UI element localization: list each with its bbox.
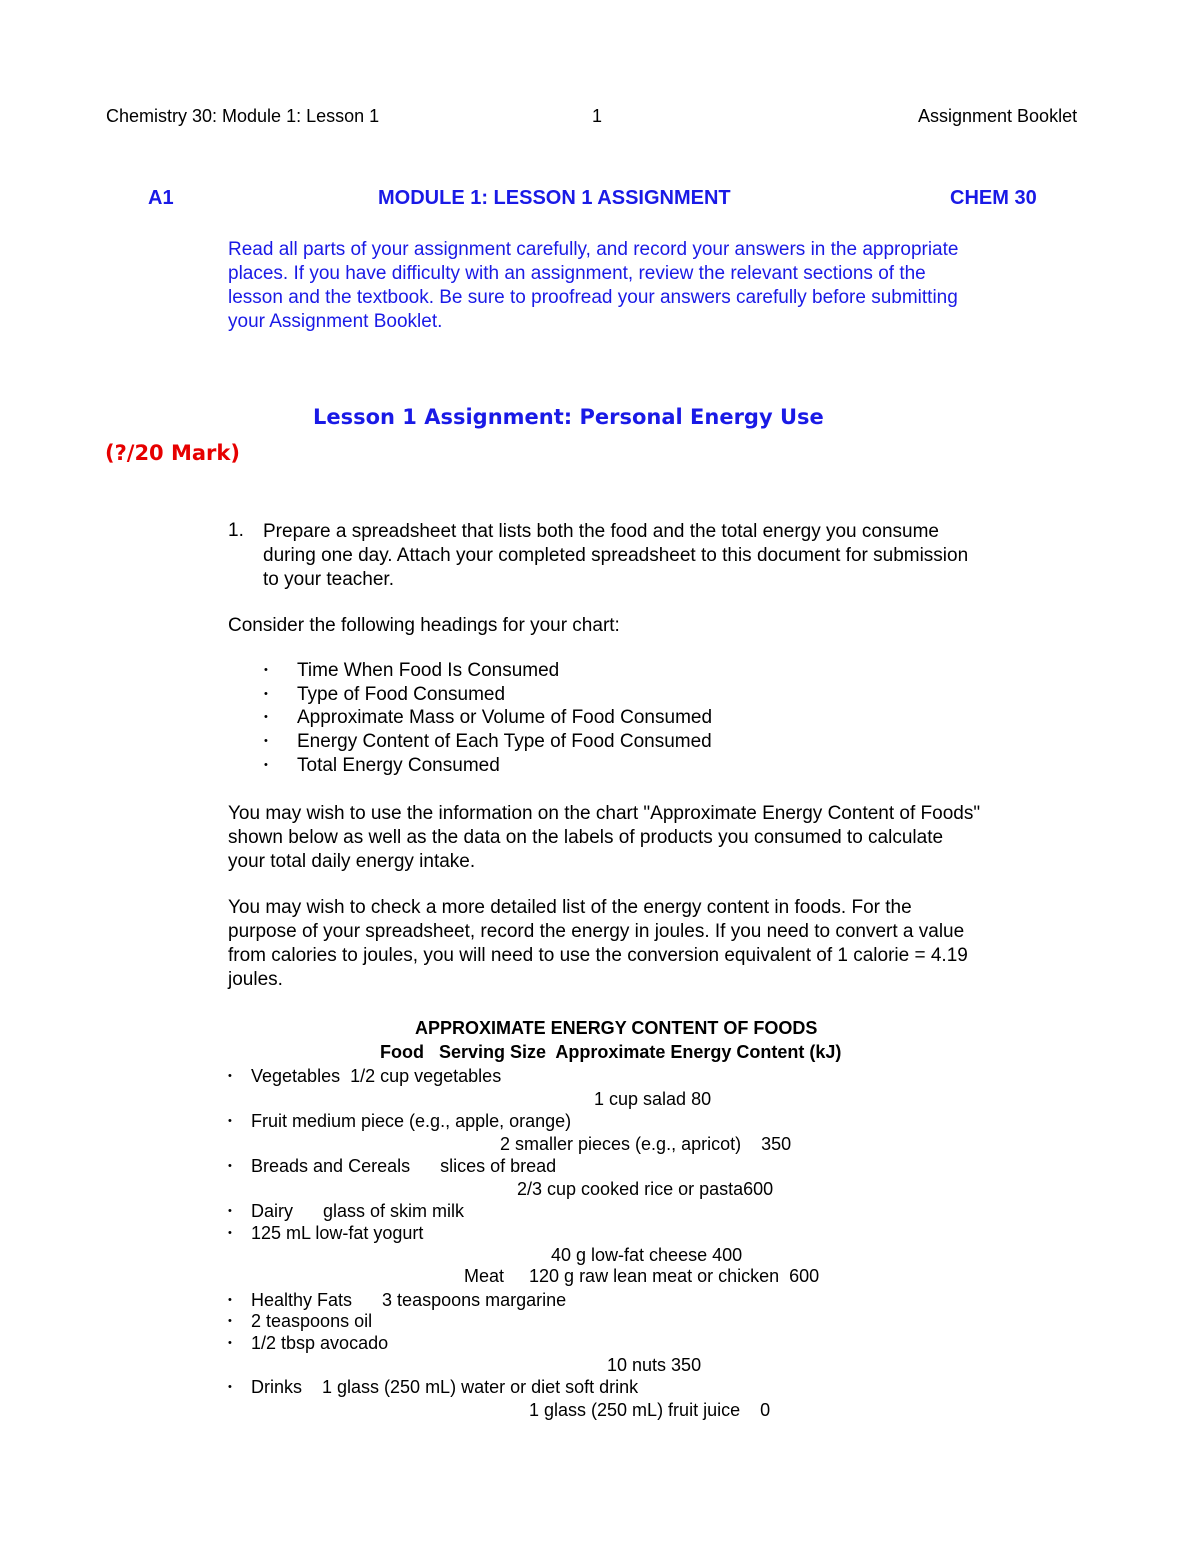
food-row: 2 teaspoons oil	[251, 1311, 373, 1331]
bullet-icon: •	[228, 1294, 232, 1306]
food-row: Drinks 1 glass (250 mL) water or diet soft drink	[251, 1377, 639, 1397]
paragraph-detail	[228, 896, 1108, 992]
paragraph-line: from calories to joules, you will need to use the conversion equivalent of 1 calorie = 4.19	[228, 945, 968, 966]
assignment-title: Lesson 1 Assignment: Personal Energy Use	[313, 405, 824, 429]
paragraph-chart	[228, 802, 1108, 874]
bullet-icon: •	[264, 735, 268, 747]
instructions	[228, 238, 1088, 334]
food-row: 10 nuts 350	[607, 1355, 702, 1375]
paragraph-line: your total daily energy intake.	[228, 851, 476, 872]
food-row: Fruit medium piece (e.g., apple, orange)	[251, 1111, 572, 1131]
paragraph-line: purpose of your spreadsheet, record the energy in joules. If you need to convert a value	[228, 921, 965, 942]
consider-text: Consider the following headings for your chart:	[228, 615, 620, 636]
instructions-line: places. If you have difficulty with an assignment, review the relevant sections of the	[228, 263, 926, 284]
module-title: MODULE 1: LESSON 1 ASSIGNMENT	[378, 187, 731, 209]
food-row: Healthy Fats 3 teaspoons margarine	[251, 1290, 567, 1310]
bullet-icon: •	[228, 1205, 232, 1217]
question-line: Prepare a spreadsheet that lists both the food and the total energy you consume	[263, 521, 939, 542]
bullet-icon: •	[228, 1115, 232, 1127]
heading-item: Approximate Mass or Volume of Food Consumed	[297, 707, 713, 728]
bullet-icon: •	[264, 711, 268, 723]
food-row: 40 g low-fat cheese 400	[551, 1245, 743, 1265]
food-row: Dairy glass of skim milk	[251, 1201, 465, 1221]
mark-label: (?/20 Mark)	[105, 441, 240, 465]
header-left: Chemistry 30: Module 1: Lesson 1	[106, 106, 380, 126]
instructions-line: lesson and the textbook. Be sure to proofread your answers carefully before submitting	[228, 287, 958, 308]
food-table-title: APPROXIMATE ENERGY CONTENT OF FOODS	[415, 1018, 818, 1038]
paragraph-line: You may wish to use the information on the chart "Approximate Energy Content of Foods"	[228, 803, 981, 824]
paragraph-line: joules.	[228, 969, 283, 990]
food-row: 125 mL low-fat yogurt	[251, 1223, 424, 1243]
food-row: 1 glass (250 mL) fruit juice 0	[529, 1400, 771, 1420]
bullet-icon: •	[264, 688, 268, 700]
course-code: CHEM 30	[950, 187, 1037, 209]
question-number: 1.	[228, 520, 244, 541]
bullet-icon: •	[228, 1227, 232, 1239]
footer-fragment	[622, 1442, 670, 1446]
paragraph-line: You may wish to check a more detailed list of the energy content in foods. For the	[228, 897, 912, 918]
bullet-icon: •	[228, 1315, 232, 1327]
page-number: 1	[592, 106, 603, 126]
food-row: Vegetables 1/2 cup vegetables	[251, 1066, 502, 1086]
bullet-icon: •	[228, 1381, 232, 1393]
bullet-icon: •	[228, 1337, 232, 1349]
heading-item: Energy Content of Each Type of Food Consumed	[297, 731, 712, 752]
bullet-icon: •	[264, 664, 268, 676]
food-row: 1 cup salad 80	[594, 1089, 712, 1109]
bullet-icon: •	[264, 759, 268, 771]
question-text	[263, 520, 968, 592]
food-row: 1/2 tbsp avocado	[251, 1333, 389, 1353]
question-line: during one day. Attach your completed spreadsheet to this document for submission	[263, 545, 969, 566]
bullet-icon: •	[228, 1160, 232, 1172]
heading-item: Time When Food Is Consumed	[297, 660, 560, 681]
heading-item: Type of Food Consumed	[297, 684, 506, 705]
instructions-line: your Assignment Booklet.	[228, 311, 443, 332]
bullet-icon: •	[228, 1070, 232, 1082]
food-row: Breads and Cereals slices of bread	[251, 1156, 557, 1176]
instructions-line: Read all parts of your assignment carefully, and record your answers in the appropriate	[228, 239, 959, 260]
header-right: Assignment Booklet	[918, 106, 1078, 126]
question-line: to your teacher.	[263, 569, 394, 590]
food-row: Meat 120 g raw lean meat or chicken 600	[464, 1266, 820, 1286]
assignment-code: A1	[148, 187, 174, 209]
food-row: 2 smaller pieces (e.g., apricot) 350	[500, 1134, 792, 1154]
food-table-columns: Food Serving Size Approximate Energy Content (kJ)	[380, 1042, 842, 1062]
heading-item: Total Energy Consumed	[297, 755, 500, 776]
paragraph-line: shown below as well as the data on the labels of products you consumed to calculate	[228, 827, 944, 848]
food-row: 2/3 cup cooked rice or pasta600	[517, 1179, 774, 1199]
